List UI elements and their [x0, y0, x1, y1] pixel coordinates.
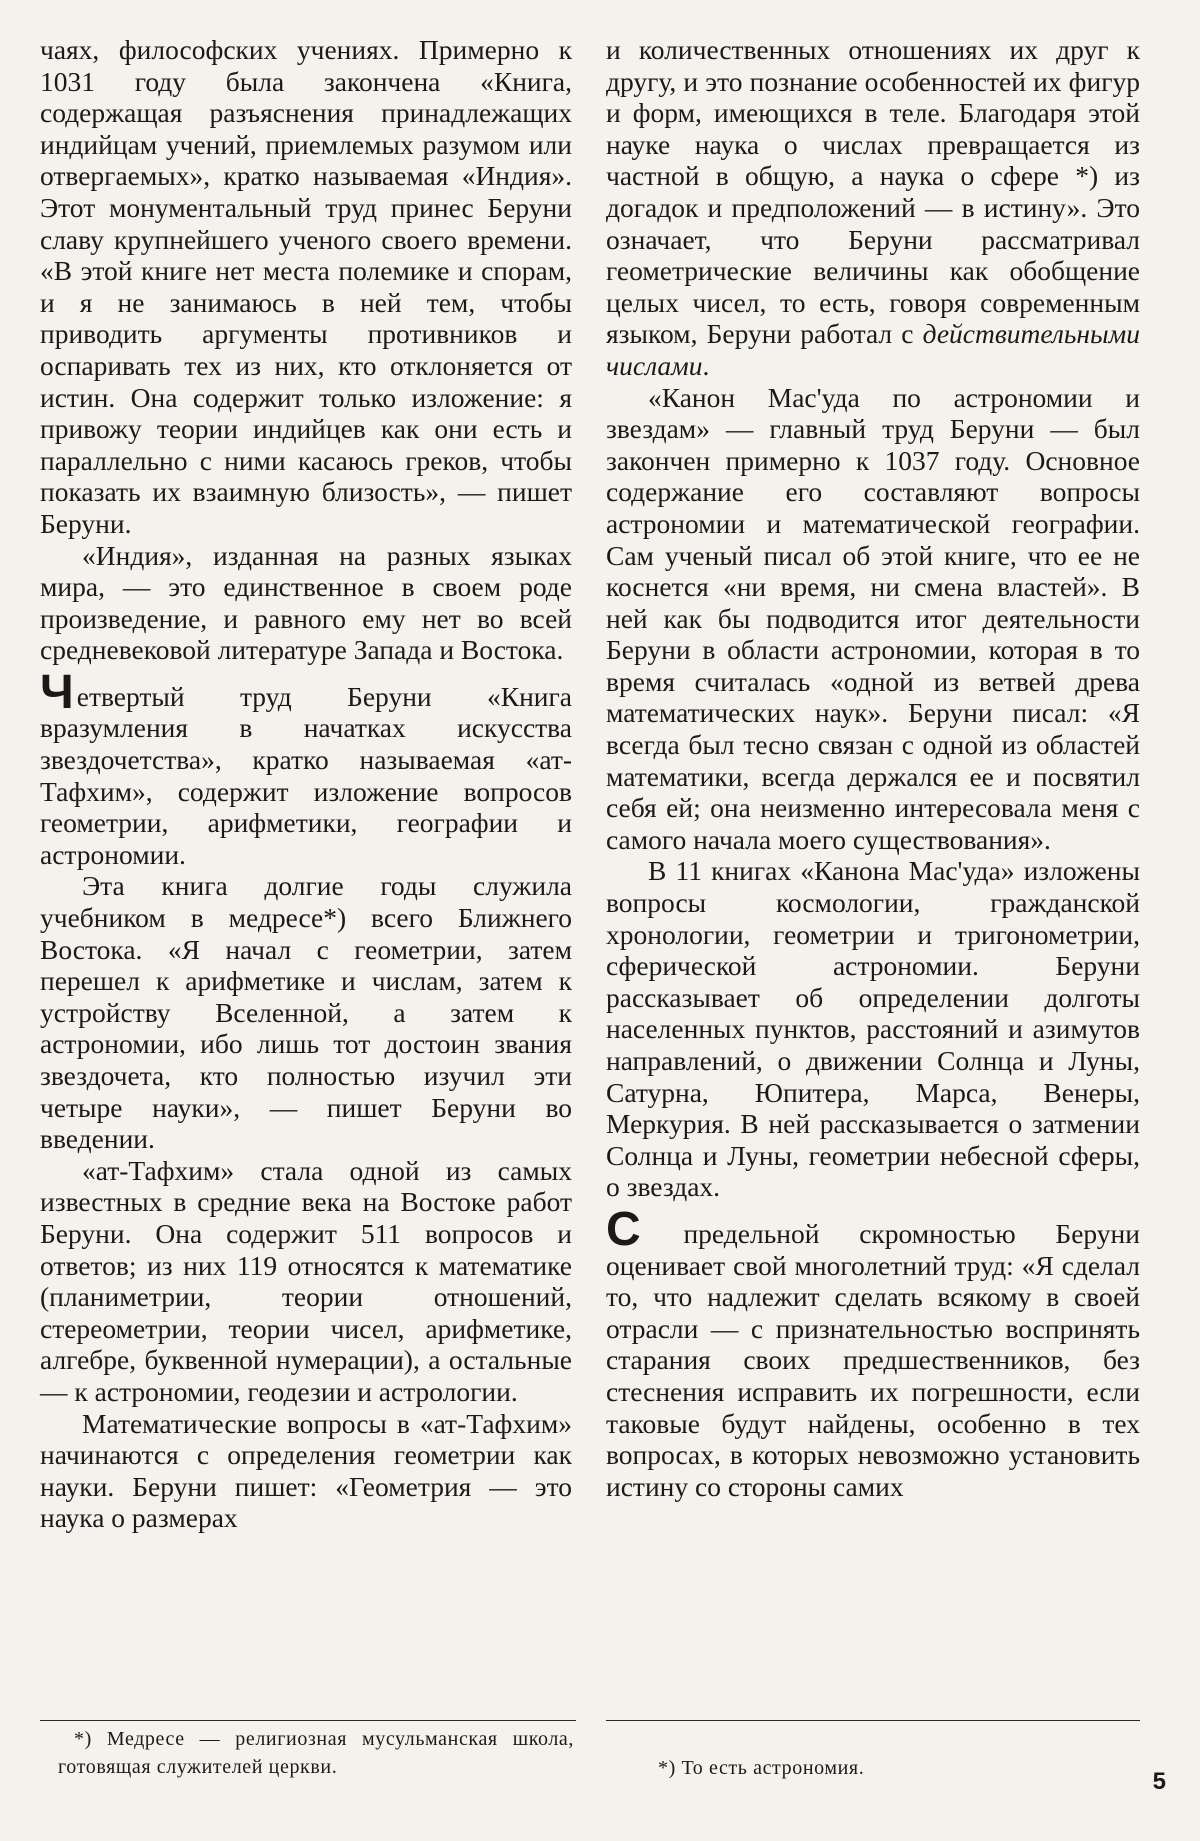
page-number: 5 — [1152, 1768, 1166, 1795]
footnote-rule — [40, 1720, 576, 1721]
paragraph-dropcap — [40, 665, 572, 871]
left-column — [40, 34, 572, 1534]
footnote-left: *) Медресе — религиозная мусульманская школа, готовящая служителей церкви. — [58, 1728, 574, 1778]
paragraph-dropcap — [606, 1202, 1140, 1502]
footnote-rule — [606, 1720, 1140, 1721]
paragraph-text: предельной скромностью Беруни оценивает свой многолетний труд: «Я сделал то, что надлежит сделать всякому в своей отрасли — с признательностью воспринять старания своих предшественников, без стеснения исправить их погрешности, если таковые будут найдены, особенно в тех вопросах, в которых невозможно установить истину со стороны самих — [606, 1217, 1140, 1502]
paragraph: «Канон Мас'уда по астрономии и звездам» — главный труд Беруни — был закончен примерно к 1037 году. Основное содержание его составляют вопросы астрономии и математической географии. Сам ученый писал об этой книге, что ее не коснется «ни время, ни смена властей». В ней как бы подводится итог деятельности Беруни в области астрономии, которая в то время считалась «одной из ветвей древа математических наук». Беруни писал: «Я всегда был тесно связан с одной из областей математики, всегда держался ее и посвятил себя ей; она неизменно интересовала меня с самого начала моего существования». — [606, 381, 1140, 855]
paragraph — [606, 34, 1140, 382]
paragraph: чаях, философских учениях. Примерно к 1031 году была закончена «Книга, содержащая разъяснения принадлежащих индийцам учений, приемлемых разумом или отвергаемых», кратко называемая «Индия». Этот монументальный труд принес Беруни славу крупнейшего ученого своего времени. «В этой книге нет места полемике и спорам, и я не занимаюсь в ней тем, чтобы приводить аргументы противников и оспаривать тех из них, кто отклоняется от истин. Она содержит только изложение: я привожу теории индийцев как они есть и параллельно с ними касаюсь греков, чтобы показать их взаимную близость», — пишет Беруни. — [40, 34, 572, 539]
paragraph: В 11 книгах «Канона Мас'уда» изложены вопросы космологии, гражданской хронологии, геометрии и тригонометрии, сферической астрономии. Беруни рассказывает об определении долготы населенных пунктов, расстояний и азимутов направлений, о движении Солнца и Луны, Сатурна, Юпитера, Марса, Венеры, Меркурия. В ней рассказывается о затмении Солнца и Луны, геометрии небесной сферы, о звездах. — [606, 855, 1140, 1203]
drop-cap: Ч — [40, 665, 74, 719]
paragraph-text: етвертый труд Беруни «Книга вразумления в начатках искусства звездочетства», кратко называемая «ат-Тафхим», содержит изложение вопросов геометрии, арифметики, географии и астрономии. — [40, 680, 572, 870]
paragraph-end: . — [702, 349, 710, 381]
right-column — [606, 34, 1140, 1502]
paragraph: «Индия», изданная на разных языках мира, — это единственное в своем роде произведение, и равного ему нет во всей средневековой литературе Запада и Востока. — [40, 539, 572, 666]
paragraph-text: и количественных отношениях их друг к другу, и это познание особенностей их фигур и форм, имеющихся в теле. Благодаря этой науке наука о числах превращается из частной в общую, а наука о сфере *) из догадок и предположений — в истину». Это означает, что Беруни рассматривал геометрические величины как обобщение целых чисел, то есть, говоря современным языком, Беруни работал с — [606, 34, 1140, 350]
paragraph: «ат-Тафхим» стала одной из самых известных в средние века на Востоке работ Беруни. Она содержит 511 вопросов и ответов; из них 119 относятся к математике (планиметрии, теории отношений, стереометрии, теории чисел, арифметике, алгебре, буквенной нумерации), а остальные — к астрономии, геодезии и астрологии. — [40, 1154, 572, 1407]
drop-cap: С — [606, 1202, 641, 1256]
paragraph: Математические вопросы в «ат-Тафхим» начинаются с определения геометрии как науки. Беруни пишет: «Геометрия — это наука о размерах — [40, 1407, 572, 1534]
italic-term: действительными числами — [606, 318, 1140, 381]
paragraph: Эта книга долгие годы служила учебником в медресе*) всего Ближнего Востока. «Я начал с геометрии, затем перешел к арифметике и числам, затем к устройству Вселенной, а затем к астрономии, ибо лишь тот достоин звания звездочета, кто полностью изучил эти четыре науки», — пишет Беруни во введении. — [40, 870, 572, 1155]
footnote-right: *) То есть астрономия. — [658, 1757, 865, 1779]
